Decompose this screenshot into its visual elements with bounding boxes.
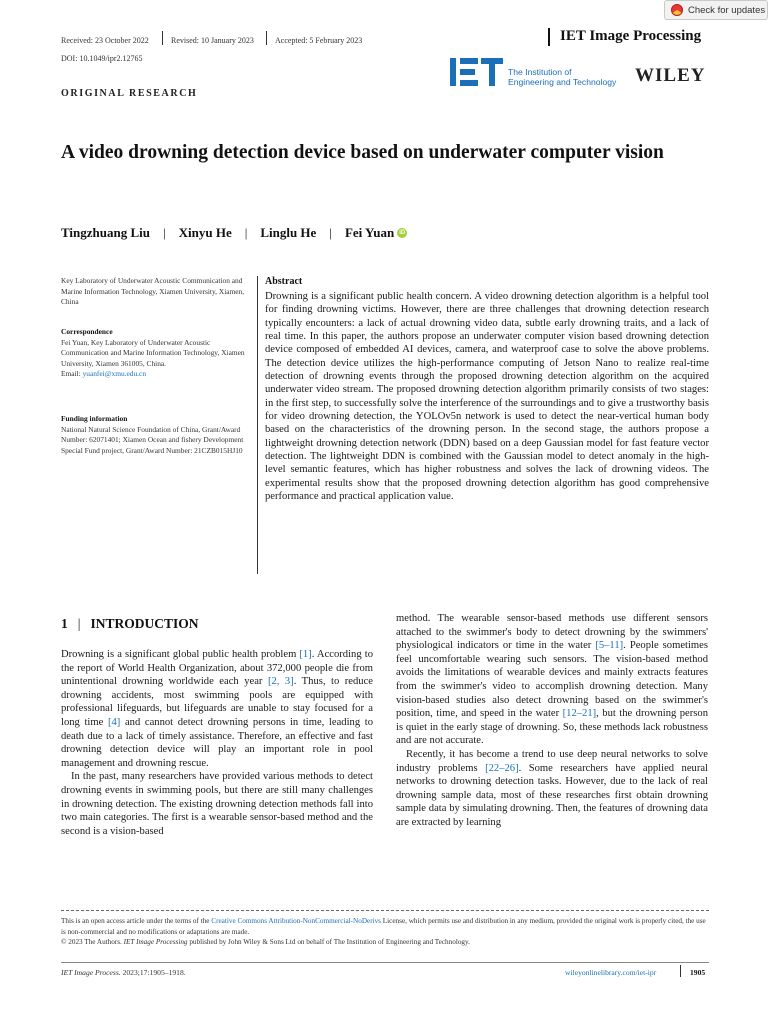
crossmark-icon <box>671 4 683 16</box>
paragraph: Recently, it has become a trend to use deep neural networks to solve industry problems [22–26]. Some researchers have applied neural networks to drowning detection tasks. However, due to the lack of real drowning sample data, most of these researches first obtain drowning sample data by simulating drowning. Then, the features of drowning data are extracted by learning <box>396 748 708 828</box>
section-label: ORIGINAL RESEARCH <box>61 88 198 99</box>
citation-link[interactable]: [1] <box>299 649 312 660</box>
section-title: INTRODUCTION <box>90 616 199 631</box>
iet-logo-icon <box>450 58 506 86</box>
accepted-date: Accepted: 5 February 2023 <box>275 35 363 45</box>
paragraph: method. The wearable sensor-based methods use different sensors attached to the swimmer's body to detect drowning by the swimmers' physiological indicators or time in the water [5–11]. People sometimes feel uncomfortable wearing such sensors. The vision-based method avoids the limitations of wearable devices and mainly extracts features from the swimmer's video to accomplish drowning detection. Many vision-based studies also detect drowning based on the swimmer's position, time, and speed in the water [12–21], but the drowning person is quiet in the early stage of drowning. So, these methods lack robustness and are not accurate. <box>396 613 708 747</box>
meta-divider <box>162 31 163 45</box>
citation-link[interactable]: [4] <box>107 716 121 728</box>
journal-website-link[interactable]: wileyonlinelibrary.com/iet-ipr <box>565 968 657 977</box>
email-link[interactable]: yuanfei@xmu.edu.cn <box>82 369 147 378</box>
author-name[interactable]: Tingzhuang Liu <box>61 225 151 240</box>
email-line: Email: yuanfei@xmu.edu.cn <box>61 369 147 378</box>
footer-rule <box>61 962 709 963</box>
affiliation: Key Laboratory of Underwater Acoustic Communication and Marine Information Technology, Xiamen University, Xiamen, China <box>61 276 245 306</box>
iet-institution-name: The Institution of Engineering and Technology <box>508 67 617 87</box>
citation-link[interactable]: [5–11] <box>595 640 624 652</box>
abstract-heading: Abstract <box>265 276 303 287</box>
correspondence-block <box>61 327 257 380</box>
citation-link[interactable]: [2, 3] <box>267 676 294 688</box>
body-column-right <box>396 612 708 830</box>
page-divider <box>680 965 681 977</box>
paragraph: Drowning is a significant global public health problem [1]. According to the report of World Health Organization, about 372,000 people die from unintentional drowning worldwide each year [2, 3]. Thus, to reduce drowning accidents, most swimming pools are equipped with professional lifeguards, but lifeguards are unable to stay focused for a long time [4] and cannot detect drowning persons in time, leading to death due to a lack of timely assistance. Therefore, an effective and fast drowning detection device will play an important role in pool management and drowning rescue. <box>61 649 373 769</box>
check-for-updates-button[interactable] <box>664 0 768 20</box>
correspondence-heading: Correspondence <box>61 327 113 336</box>
abstract-divider <box>257 276 258 574</box>
journal-divider <box>548 28 550 46</box>
meta-divider <box>266 31 267 45</box>
citation-link[interactable]: [12–21] <box>562 708 597 720</box>
section-heading <box>61 616 198 632</box>
article-title: A video drowning detection device based on underwater computer vision <box>61 142 664 163</box>
author-list <box>61 225 407 241</box>
body-column-left <box>61 648 373 838</box>
abstract-text: Drowning is a significant public health concern. A video drowning detection algorithm is a helpful tool for finding drowning victims. However, there are three challenges that drowning detection research typically encounters: a lack of actual drowning video data, subtle early drowning traits, and a lack of real time. In this paper, the authors propose an underwater computer vision based drowning detection device composed of embedded AI devices, camera, and waterproof case to solve the above problems. The detection device utilizes the high-performance computing of Jetson Nano to realize real-time detection of drowning events through the proposed drowning detection algorithm on the acquired underwater video stream. The proposed drowning detection algorithm primarily consists of two stages: in the first step, to successfully solve the interference of the surroundings and to give a trustworthy basis for video drowning detection, the YOLOv5n network is used to detect the near-vertical human body based on the characteristics of the drowning person. In the second stage, the authors propose a lightweight drowning detection network (DDN) based on a deep Gaussian model for fast feature vector detection. The lightweight DDN is combined with the Gaussian model to detect anomaly in the high-level semantic features, which has higher robustness and solves the lack of drowning videos. The experimental results show that the proposed drowning detection algorithm has good comprehensive performance and practical application value. <box>265 291 709 503</box>
section-number: 1 <box>61 616 68 631</box>
author-separator: | <box>244 225 248 240</box>
correspondence-text: Fei Yuan, Key Laboratory of Underwater Acoustic Communication and Marine Information Technology, Xiamen University, Xiamen 361005, China. <box>61 337 245 368</box>
funding-block <box>61 414 257 456</box>
orcid-icon[interactable]: iD <box>399 230 406 236</box>
wiley-logo: WILEY <box>635 65 706 86</box>
doi[interactable]: DOI: 10.1049/ipr2.12765 <box>61 54 143 63</box>
funding-text: National Natural Science Foundation of China, Grant/Award Number: 62071401; Xiamen Ocean and fishery Development Special Fund project, Grant/Award Number: 21CZB015HJ10 <box>61 424 244 455</box>
journal-citation: IET Image Process. 2023;17:1905–1918. <box>61 968 186 977</box>
license-link[interactable]: Creative Commons Attribution-NonCommercial-NoDerivs <box>211 917 381 925</box>
author-separator: | <box>163 225 166 240</box>
license-notice: This is an open access article under the terms of the Creative Commons Attribution-NonCommercial-NoDerivs License, which permits use and distribution in any medium, provided the original work is properly cited, the use is non-commercial and no modifications or adaptations are made. © 2023 The Authors. IET Image Processing published by John Wiley & Sons Ltd on behalf of The Institution of Engineering and Technology. <box>61 917 706 946</box>
author-separator: | <box>329 225 332 240</box>
paragraph: In the past, many researchers have provided various methods to detect drowning events in swimming pools, but there are still many challenges in drowning detection. The existing drowning detection methods fall into two main categories. The first is a wearable sensor-based method and the second is a vision-based <box>61 771 373 837</box>
author-name[interactable]: Linglu He <box>260 225 317 240</box>
page-number: 1905 <box>690 968 706 977</box>
revised-date: Revised: 10 January 2023 <box>171 35 254 45</box>
funding-heading: Funding information <box>61 414 128 423</box>
author-name[interactable]: Xinyu He <box>178 225 232 240</box>
author-name[interactable]: Fei Yuan <box>344 225 395 240</box>
citation-link[interactable]: [22–26] <box>485 762 519 774</box>
section-bar: | <box>77 616 81 631</box>
check-for-updates-label: Check for updates <box>688 4 766 16</box>
journal-name: IET Image Processing <box>560 28 702 44</box>
received-date: Received: 23 October 2022 <box>61 35 149 45</box>
footer-divider <box>61 910 709 911</box>
